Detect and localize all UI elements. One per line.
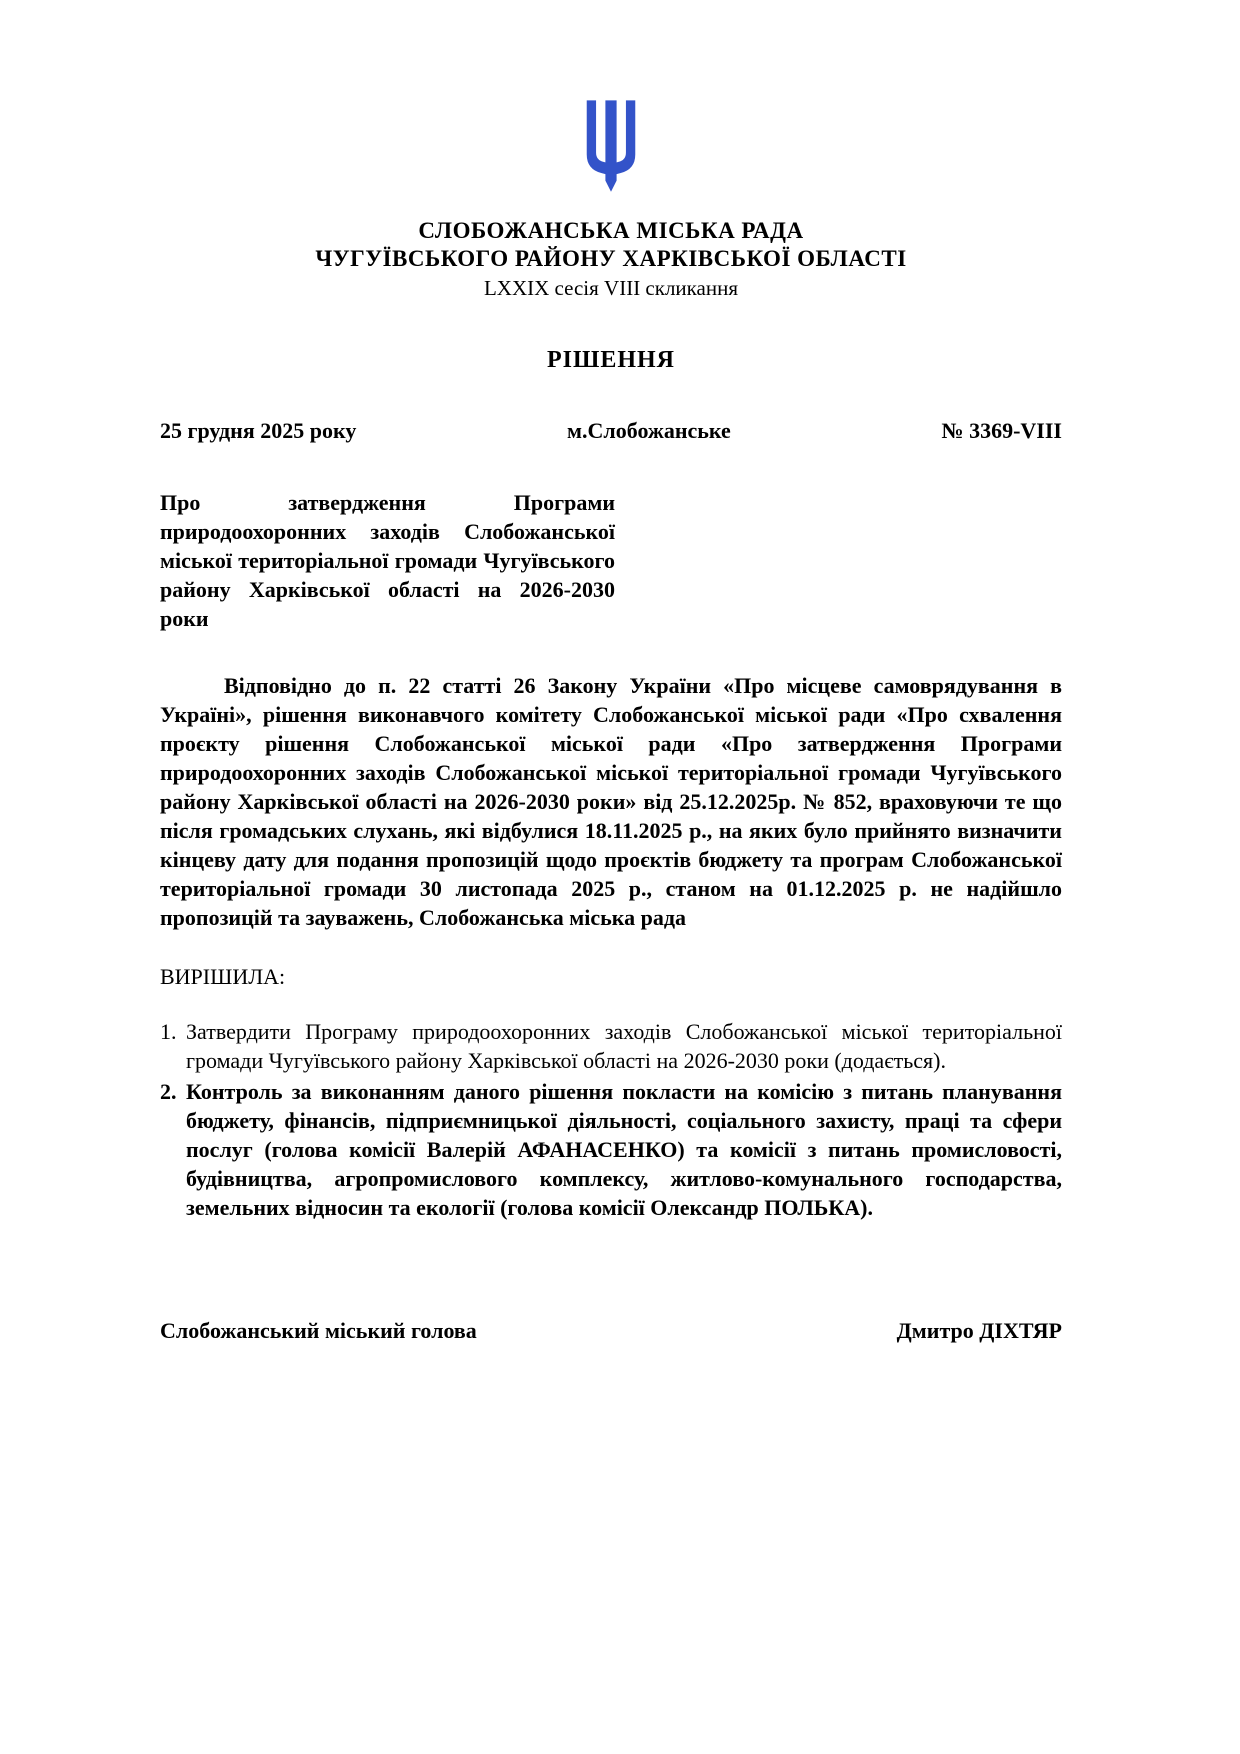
trident-shape <box>587 100 636 191</box>
ukraine-trident-icon <box>583 100 639 194</box>
doc-number: № 3369-VIII <box>941 418 1062 443</box>
meta-line <box>160 418 1062 444</box>
item-2-marker: 2. <box>160 1079 177 1104</box>
decision-item-1 <box>160 1017 1062 1075</box>
org-name-line1: СЛОБОЖАНСЬКА МІСЬКА РАДА <box>418 218 804 243</box>
subject-paragraph: Про затвердження Програми природоохоронних заходів Слобожанської міської територіальної громади Чугуївського району Харківської області на 2026-2030 роки <box>160 490 615 631</box>
doc-type-title: РІШЕННЯ <box>546 347 676 373</box>
signature-row <box>160 1318 1062 1344</box>
emblem-container <box>160 100 1062 199</box>
doc-place: м.Слобожанське <box>567 418 731 443</box>
resolved-label: ВИРІШИЛА: <box>160 964 286 989</box>
preamble-paragraph: Відповідно до п. 22 статті 26 Закону України «Про місцеве самоврядування в Україні», рішення виконавчого комітету Слобожанської міської ради «Про схвалення проєкту рішення Слобожанської міської ради «Про затвердження Програми природоохоронних заходів Слобожанської міської територіальної громади Чугуївського району Харківської області на 2026-2030 роки» від 25.12.2025р. № 852, враховуючи те що після громадських слухань, які відбулися 18.11.2025 р., на яких було прийнято визначити кінцеву дату для подання пропозицій щодо проєктів бюджету та програм Слобожанської територіальної громади 30 листопада 2025 р., станом на 01.12.2025 р. не надійшло пропозицій та зауважень, Слобожанська міська рада <box>160 673 1062 930</box>
signer-title: Слобожанський міський голова <box>160 1318 477 1343</box>
org-name-line2: ЧУГУЇВСЬКОГО РАЙОНУ ХАРКІВСЬКОЇ ОБЛАСТІ <box>315 246 907 271</box>
item-1-text: Затвердити Програму природоохоронних заходів Слобожанської міської територіальної громади Чугуївського району Харківської області на 2026-2030 роки (додається). <box>186 1019 1062 1073</box>
item-2-text: Контроль за виконанням даного рішення покласти на комісію з питань планування бюджету, фінансів, підприємницької діяльності, соціального захисту, праці та сфери послуг (голова комісії Валерій АФАНАСЕНКО) та комісії з питань промисловості, будівництва, агропромислового комплексу, житлово-комунального господарства, земельних відносин та екології (голова комісії Олександр ПОЛЬКА). <box>186 1079 1062 1220</box>
decision-item-2 <box>160 1077 1062 1222</box>
signer-name: Дмитро ДІХТЯР <box>896 1318 1062 1343</box>
decision-items <box>160 1017 1062 1222</box>
session-line: LXXIX сесія VIII скликання <box>483 276 739 300</box>
doc-date: 25 грудня 2025 року <box>160 418 357 443</box>
item-1-marker: 1. <box>160 1019 177 1044</box>
